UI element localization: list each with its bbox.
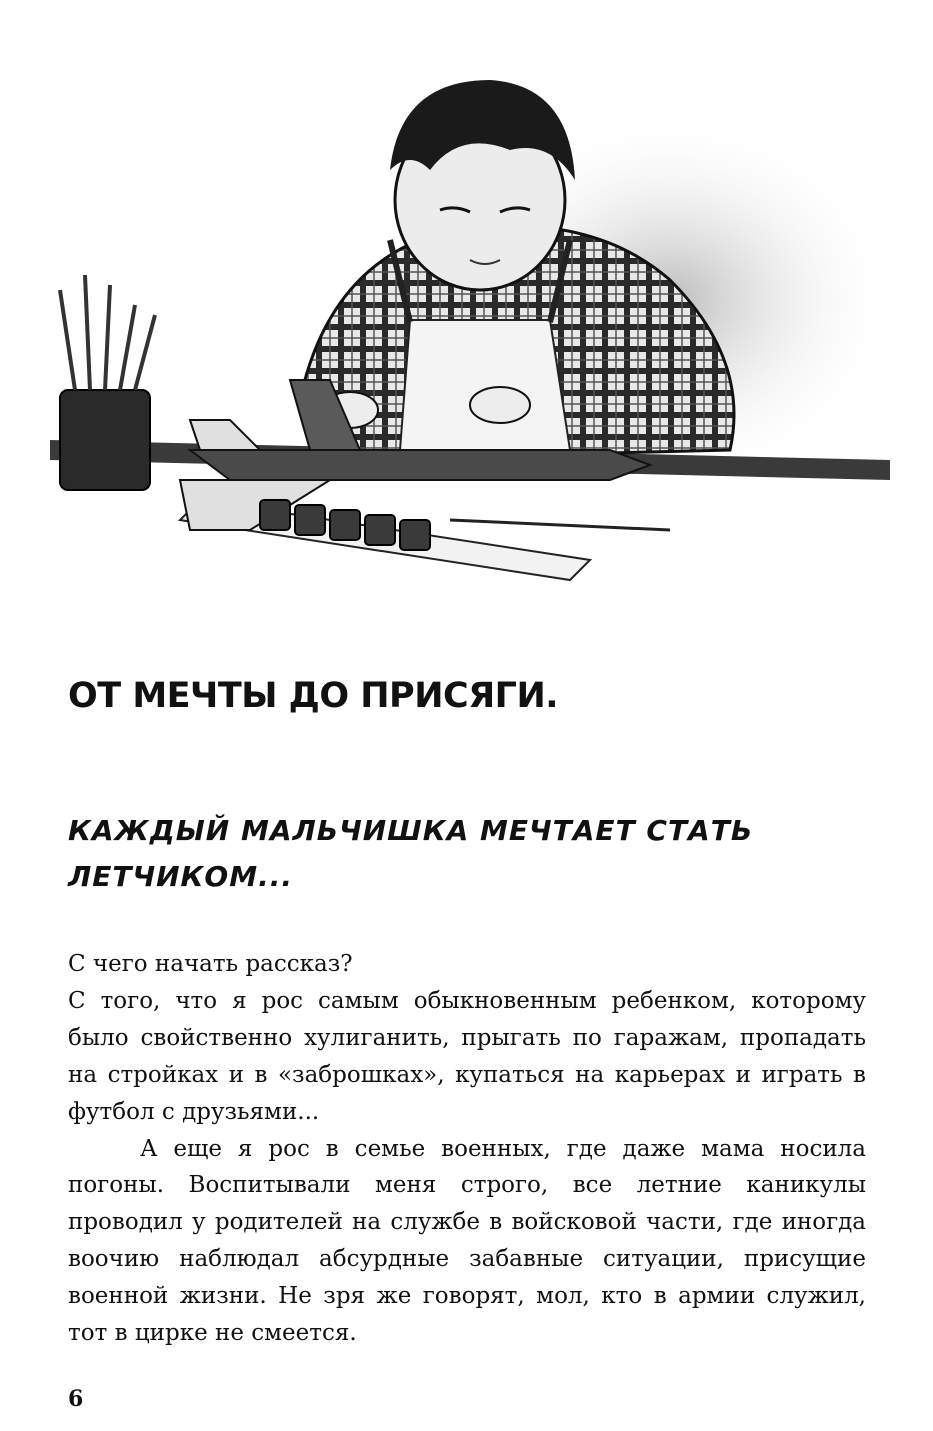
chapter-title: ОТ МЕЧТЫ ДО ПРИСЯГИ. xyxy=(68,676,559,716)
chapter-subtitle: КАЖДЫЙ МАЛЬЧИШКА МЕЧТАЕТ СТАТЬ ЛЕТЧИКОМ... xyxy=(68,814,754,893)
body-text xyxy=(68,946,866,1352)
paragraph-2: А еще я рос в семье военных, где даже мама носила погоны. Воспитывали меня строго, все летние каникулы проводил у родителей на службе в войсковой части, где иногда воочию наблюдал абсурдные забавные ситуации, присущие военной жизни. Не зря же говорят, мол, кто в армии служил, тот в цирке не смеется. xyxy=(68,1135,866,1347)
page-number: 6 xyxy=(68,1386,84,1412)
paragraph-1: С того, что я рос самым обыкновенным ребенком, которому было свойственно хулиганить, прыгать по гаражам, пропадать на стройках и в «заброшках», купаться на карьерах и играть в футбол с друзьями... xyxy=(68,987,866,1125)
boy-building-model-airplane-illustration xyxy=(30,60,910,620)
opening-question: С чего начать рассказ? xyxy=(68,951,353,977)
